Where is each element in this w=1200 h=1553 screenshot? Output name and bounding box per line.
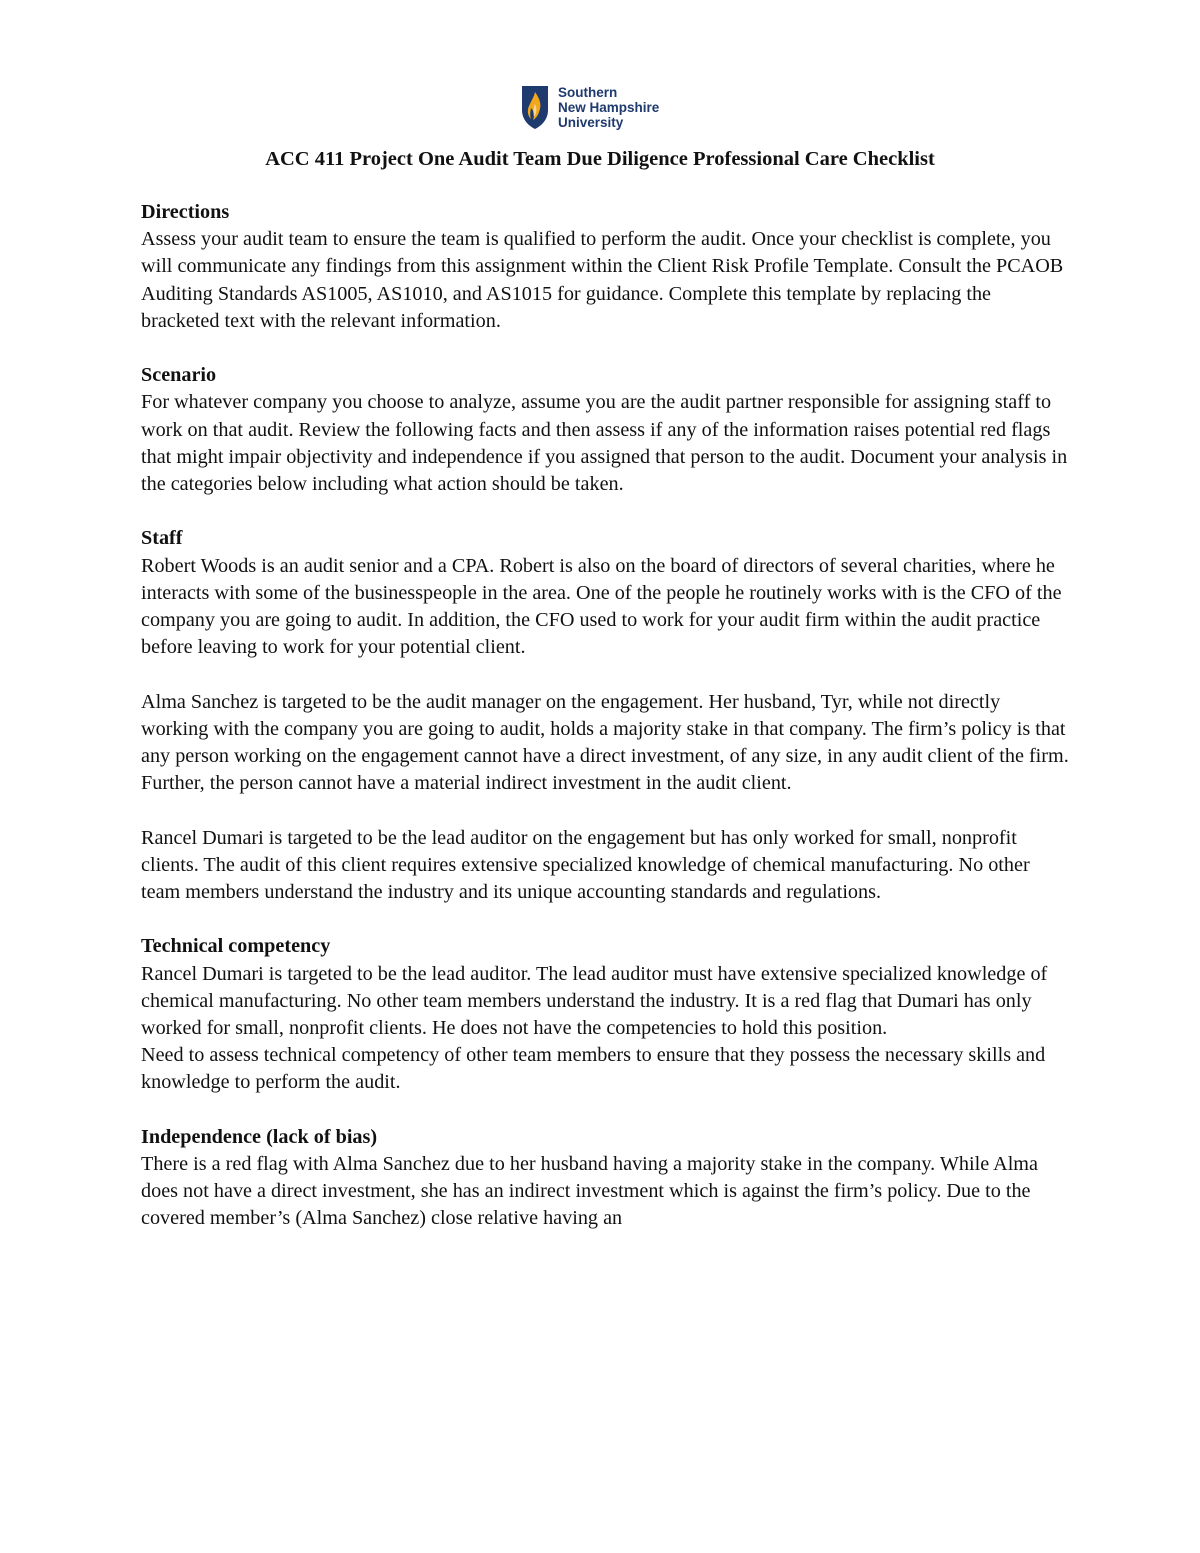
section-technical-competency: [141, 933, 1071, 1096]
document-title: ACC 411 Project One Audit Team Due Diligence Professional Care Checklist: [265, 148, 935, 170]
section-paragraph: There is a red flag with Alma Sanchez due to her husband having a majority stake in the company. While Alma does not have a direct investment, she has an indirect investment which is against the firm’s policy. Due to the covered member’s (Alma Sanchez) close relative having an: [141, 1153, 1038, 1230]
section-staff: [141, 525, 1071, 906]
section-paragraph: Assess your audit team to ensure the team is qualified to perform the audit. Once your checklist is complete, you will communicate any findings from this assignment within the Client Risk Profile Template. Consult the PCAOB Auditing Standards AS1005, AS1010, and AS1015 for guidance. Complete this template by replacing the bracketed text with the relevant information.: [141, 228, 1064, 332]
section-scenario: [141, 362, 1071, 498]
shield-flame-icon: [520, 84, 550, 130]
section-heading: Directions: [141, 201, 230, 223]
section-paragraph: For whatever company you choose to analyze, assume you are the audit partner responsible for assigning staff to work on that audit. Review the following facts and then assess if any of the information raises potential red flags that might impair objectivity and independence if you assigned that person to the audit. Document your analysis in the categories below including what action should be taken.: [141, 391, 1068, 496]
section-independence: [141, 1124, 1071, 1233]
section-paragraph: Need to assess technical competency of other team members to ensure that they possess the necessary skills and knowledge to perform the audit.: [141, 1044, 1046, 1094]
section-paragraph: Alma Sanchez is targeted to be the audit manager on the engagement. Her husband, Tyr, while not directly working with the company you are going to audit, holds a majority stake in that company. The firm’s policy is that any person working on the engagement cannot have a direct investment, of any size, in any audit client of the firm. Further, the person cannot have a material indirect investment in the audit client.: [141, 690, 1069, 795]
logo-line-1: Southern: [558, 84, 618, 100]
section-paragraph: Rancel Dumari is targeted to be the lead auditor. The lead auditor must have extensive specialized knowledge of chemical manufacturing. No other team members understand the industry. It is a red flag that Dumari has only worked for small, nonprofit clients. He does not have the competencies to hold this position.: [141, 962, 1048, 1040]
university-logo: [520, 84, 659, 130]
logo-wordmark: [558, 85, 659, 130]
logo-line-3: University: [558, 114, 624, 130]
section-heading: Independence (lack of bias): [141, 1125, 378, 1148]
section-paragraph: Rancel Dumari is targeted to be the lead auditor on the engagement but has only worked for small, nonprofit clients. The audit of this client requires extensive specialized knowledge of chemical manufacturing. No other team members understand the industry and its unique accounting standards and regulations.: [141, 826, 1030, 904]
section-paragraph: Robert Woods is an audit senior and a CPA. Robert is also on the board of directors of several charities, where he interacts with some of the businesspeople in the area. One of the people he routinely works with is the CFO of the company you are going to audit. In addition, the CFO used to work for your audit firm within the audit practice before leaving to work for your potential client.: [141, 554, 1062, 659]
section-heading: Scenario: [141, 364, 217, 387]
section-heading: Staff: [141, 527, 183, 550]
section-directions: [141, 199, 1071, 335]
section-heading: Technical competency: [141, 935, 331, 958]
logo-line-2: New Hampshire: [558, 99, 660, 115]
document-body: [141, 199, 1071, 1260]
